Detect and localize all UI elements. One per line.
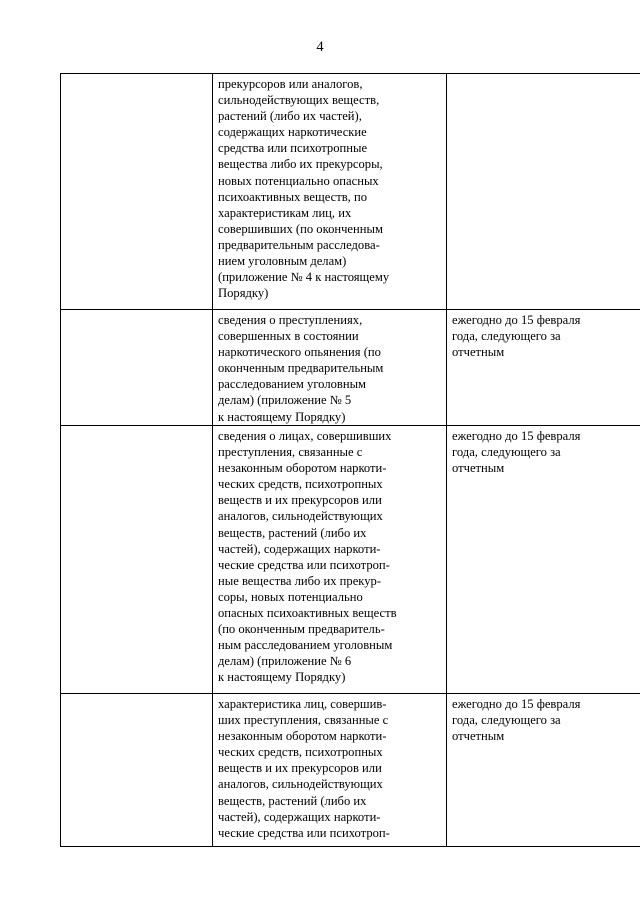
cell-deadline — [447, 310, 640, 426]
table-row — [61, 310, 640, 426]
text-line: отчетным — [452, 729, 505, 744]
text-line: предварительным расследова- — [218, 237, 380, 252]
text-line: характеристикам лиц, их — [218, 205, 352, 220]
text-line: (по оконченным предваритель- — [218, 622, 385, 637]
text-line: характеристика лиц, совершив- — [218, 697, 387, 711]
text-line: к настоящему Порядку) — [218, 409, 346, 424]
cell-report-description — [213, 74, 447, 310]
text-line: делам) (приложение № 6 — [218, 654, 352, 669]
text-line: года, следующего за — [452, 445, 561, 460]
cell-report-description — [213, 426, 447, 694]
text-line: (приложение № 4 к настоящему — [218, 270, 390, 285]
text-line: ежегодно до 15 февраля — [452, 697, 581, 711]
text-line: преступления, связанные с — [218, 445, 363, 460]
text-line: сведения о преступлениях, — [218, 313, 363, 327]
cell-blank — [61, 694, 213, 847]
text-line: ные вещества либо их прекур- — [218, 573, 382, 588]
text-line: совершивших (по оконченным — [218, 221, 383, 236]
text-line: года, следующего за — [452, 713, 561, 728]
text-line: новых потенциально опасных — [218, 173, 379, 188]
text-line: прекурсоров или аналогов, — [218, 77, 363, 91]
text-line: ческие средства или психотроп- — [218, 825, 390, 840]
text-line: сведения о лицах, совершивших — [218, 429, 392, 443]
text-line: психоактивных веществ, по — [218, 189, 367, 204]
text-line: вещества либо их прекурсоры, — [218, 157, 383, 172]
cell-deadline — [447, 74, 640, 310]
table-row — [61, 74, 640, 310]
text-line: Порядку) — [218, 286, 269, 301]
table-body — [61, 74, 640, 847]
text-line: отчетным — [452, 345, 505, 360]
table-row — [61, 694, 640, 847]
text-line: содержащих наркотические — [218, 125, 367, 140]
text-line: расследованием уголовным — [218, 377, 367, 392]
cell-deadline — [447, 694, 640, 847]
text-line: частей), содержащих наркоти- — [218, 541, 381, 556]
table-row — [61, 426, 640, 694]
text-line: частей), содержащих наркоти- — [218, 809, 381, 824]
page-number: 4 — [316, 39, 324, 55]
text-line: незаконным оборотом наркоти- — [218, 461, 387, 476]
text-line: ежегодно до 15 февраля — [452, 313, 581, 327]
text-line: аналогов, сильнодействующих — [218, 777, 383, 792]
text-line: отчетным — [452, 461, 505, 476]
text-line: веществ и их прекурсоров или — [218, 493, 382, 508]
text-line: ческих средств, психотропных — [218, 477, 383, 492]
text-line: ежегодно до 15 февраля — [452, 429, 581, 443]
text-line: наркотического опьянения (по — [218, 345, 381, 360]
text-line: веществ и их прекурсоров или — [218, 761, 382, 776]
text-line: соры, новых потенциально — [218, 589, 363, 604]
cell-blank — [61, 74, 213, 310]
text-line: средства или психотропные — [218, 141, 368, 156]
text-line: делам) (приложение № 5 — [218, 393, 352, 408]
text-line: ческие средства или психотроп- — [218, 557, 390, 572]
text-line: веществ, растений (либо их — [218, 793, 367, 808]
text-line: аналогов, сильнодействующих — [218, 509, 383, 524]
text-line: нием уголовным делам) — [218, 254, 347, 269]
text-line: совершенных в состоянии — [218, 329, 359, 344]
text-line: растений (либо их частей), — [218, 109, 362, 124]
text-line: к настоящему Порядку) — [218, 670, 346, 685]
text-line: опасных психоактивных веществ — [218, 606, 397, 621]
text-line: года, следующего за — [452, 329, 561, 344]
text-line: ным расследованием уголовным — [218, 638, 393, 653]
text-line: оконченным предварительным — [218, 361, 384, 376]
text-line: веществ, растений (либо их — [218, 525, 367, 540]
text-line: незаконным оборотом наркоти- — [218, 729, 387, 744]
schedule-table — [60, 73, 640, 847]
cell-report-description — [213, 310, 447, 426]
text-line: ческих средств, психотропных — [218, 745, 383, 760]
text-line: сильнодействующих веществ, — [218, 93, 380, 108]
cell-report-description — [213, 694, 447, 847]
cell-blank — [61, 310, 213, 426]
cell-blank — [61, 426, 213, 694]
cell-deadline — [447, 426, 640, 694]
text-line: ших преступления, связанные с — [218, 713, 389, 728]
